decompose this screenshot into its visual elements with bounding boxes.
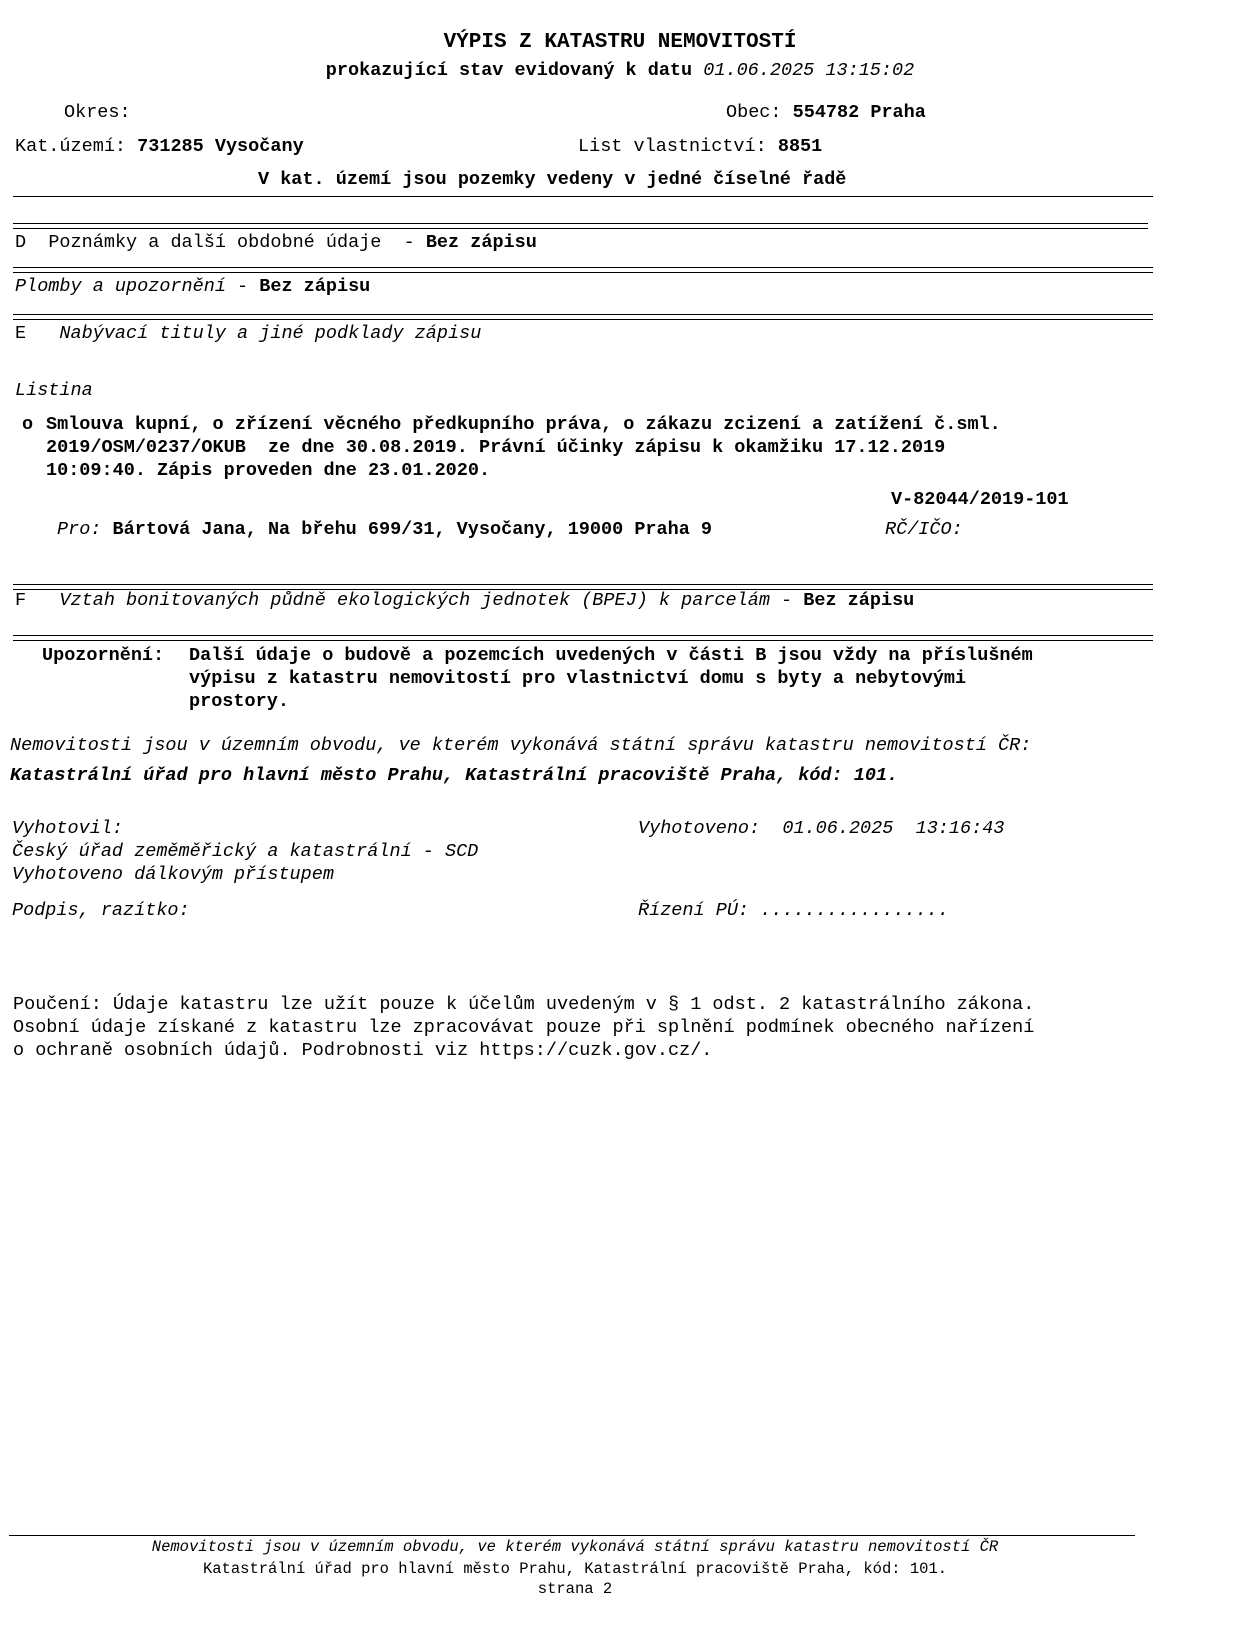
section-d-letter: D (15, 232, 27, 253)
section-e-letter: E (15, 323, 27, 344)
vyhotoveno-label: Vyhotoveno: (638, 818, 761, 839)
section-f-value: Bez zápisu (803, 590, 915, 611)
obec-label: Obec: (726, 102, 782, 123)
section-e-label: Nabývací tituly a jiné podklady zápisu (59, 323, 482, 344)
subtitle-label: prokazující stav evidovaný k datu (325, 60, 693, 81)
listina-line-2: 2019/OSM/0237/OKUB ze dne 30.08.2019. Právní účinky zápisu k okamžiku 17.12.2019 (46, 437, 946, 458)
plomby-dash: - (237, 276, 249, 297)
pro-value: Bártová Jana, Na břehu 699/31, Vysočany, 19000 Praha 9 (112, 519, 713, 540)
office-name: Katastrální úřad pro hlavní město Prahu, Katastrální pracoviště Praha, kód: 101. (10, 765, 899, 786)
rizeni-row (638, 900, 949, 922)
section-f-row (15, 590, 914, 612)
document-title: VÝPIS Z KATASTRU NEMOVITOSTÍ (443, 31, 797, 54)
vyhotoveno-time: 13:16:43 (915, 818, 1005, 839)
section-f-dash: - (781, 590, 793, 611)
office-intro: Nemovitosti jsou v územním obvodu, ve kterém vykonává státní správu katastru nemovitostí ČR: (10, 735, 1032, 756)
okres-label: Okres: (64, 102, 131, 123)
pouceni-line-2: Osobní údaje získané z katastru lze zpracovávat pouze při splnění podmínek obecného nařízení (13, 1017, 1035, 1038)
obec-field (726, 102, 926, 124)
subtitle-date: 01.06.2025 13:15:02 (703, 60, 915, 81)
kat-field (15, 136, 304, 158)
plomby-row (15, 276, 370, 298)
vyhotovil-line-1: Český úřad zeměměřický a katastrální - SCD (12, 841, 479, 862)
vyhotovil-label: Vyhotovil: (12, 818, 124, 839)
vyhotoveno-row (638, 818, 1004, 840)
obec-value: 554782 Praha (792, 102, 926, 123)
section-divider (13, 635, 1153, 641)
kat-label: Kat.území: (15, 136, 127, 157)
rizeni-value: ................. (760, 900, 949, 921)
lv-label: List vlastnictví: (578, 136, 767, 157)
section-divider (13, 267, 1153, 273)
section-d-dash: - (403, 232, 415, 253)
section-divider (13, 314, 1153, 320)
plomby-value: Bez zápisu (259, 276, 371, 297)
vyhotoveno-date: 01.06.2025 (782, 818, 894, 839)
lv-value: 8851 (777, 136, 823, 157)
cadastre-note: V kat. území jsou pozemky vedeny v jedné číselné řadě (258, 169, 847, 190)
pouceni-line-3: o ochraně osobních údajů. Podrobnosti viz https://cuzk.gov.cz/. (13, 1040, 713, 1061)
section-divider (13, 223, 1148, 229)
warning-label: Upozornění: (42, 645, 165, 666)
listina-bullet: o (22, 414, 34, 435)
section-e-row (15, 323, 481, 345)
listina-line-3: 10:09:40. Zápis proveden dne 23.01.2020. (46, 460, 491, 481)
pouceni-line-1: Poučení: Údaje katastru lze užít pouze k účelům uvedeným v § 1 odst. 2 katastrálního zákona. (13, 994, 1035, 1015)
page-number: strana 2 (537, 1580, 613, 1598)
listina-reference: V-82044/2019-101 (891, 489, 1069, 510)
rizeni-label: Řízení PÚ: (638, 900, 750, 921)
document-subtitle (0, 60, 1240, 82)
plomby-label: Plomby a upozornění (15, 276, 226, 297)
lv-field (578, 136, 822, 158)
footer-divider (9, 1535, 1135, 1536)
warning-line-1: Další údaje o budově a pozemcích uvedených v části B jsou vždy na příslušném (189, 645, 1033, 666)
listina-line-1: Smlouva kupní, o zřízení věcného předkupního práva, o zákazu zcizení a zatížení č.sml. (46, 414, 1001, 435)
podpis-label: Podpis, razítko: (12, 900, 190, 921)
section-d-label: Poznámky a další obdobné údaje (48, 232, 382, 253)
section-d-row (15, 232, 537, 254)
warning-line-3: prostory. (189, 691, 289, 712)
section-f-label: Vztah bonitovaných půdně ekologických jednotek (BPEJ) k parcelám (59, 590, 770, 611)
kat-value: 731285 Vysočany (137, 136, 304, 157)
footer-line-1: Nemovitosti jsou v územním obvodu, ve kterém vykonává státní správu katastru nemovitostí ČR (151, 1538, 999, 1556)
vyhotovil-line-2: Vyhotoveno dálkovým přístupem (12, 864, 334, 885)
footer-line-2: Katastrální úřad pro hlavní město Prahu, Katastrální pracoviště Praha, kód: 101. (202, 1560, 948, 1578)
section-f-letter: F (15, 590, 27, 611)
section-d-value: Bez zápisu (425, 232, 537, 253)
pro-row (57, 519, 712, 541)
pro-label: Pro: (57, 519, 102, 540)
rc-ico-label: RČ/IČO: (885, 519, 963, 540)
divider (13, 196, 1153, 197)
warning-line-2: výpisu z katastru nemovitostí pro vlastnictví domu s byty a nebytovými (189, 668, 967, 689)
listina-label: Listina (15, 380, 93, 401)
